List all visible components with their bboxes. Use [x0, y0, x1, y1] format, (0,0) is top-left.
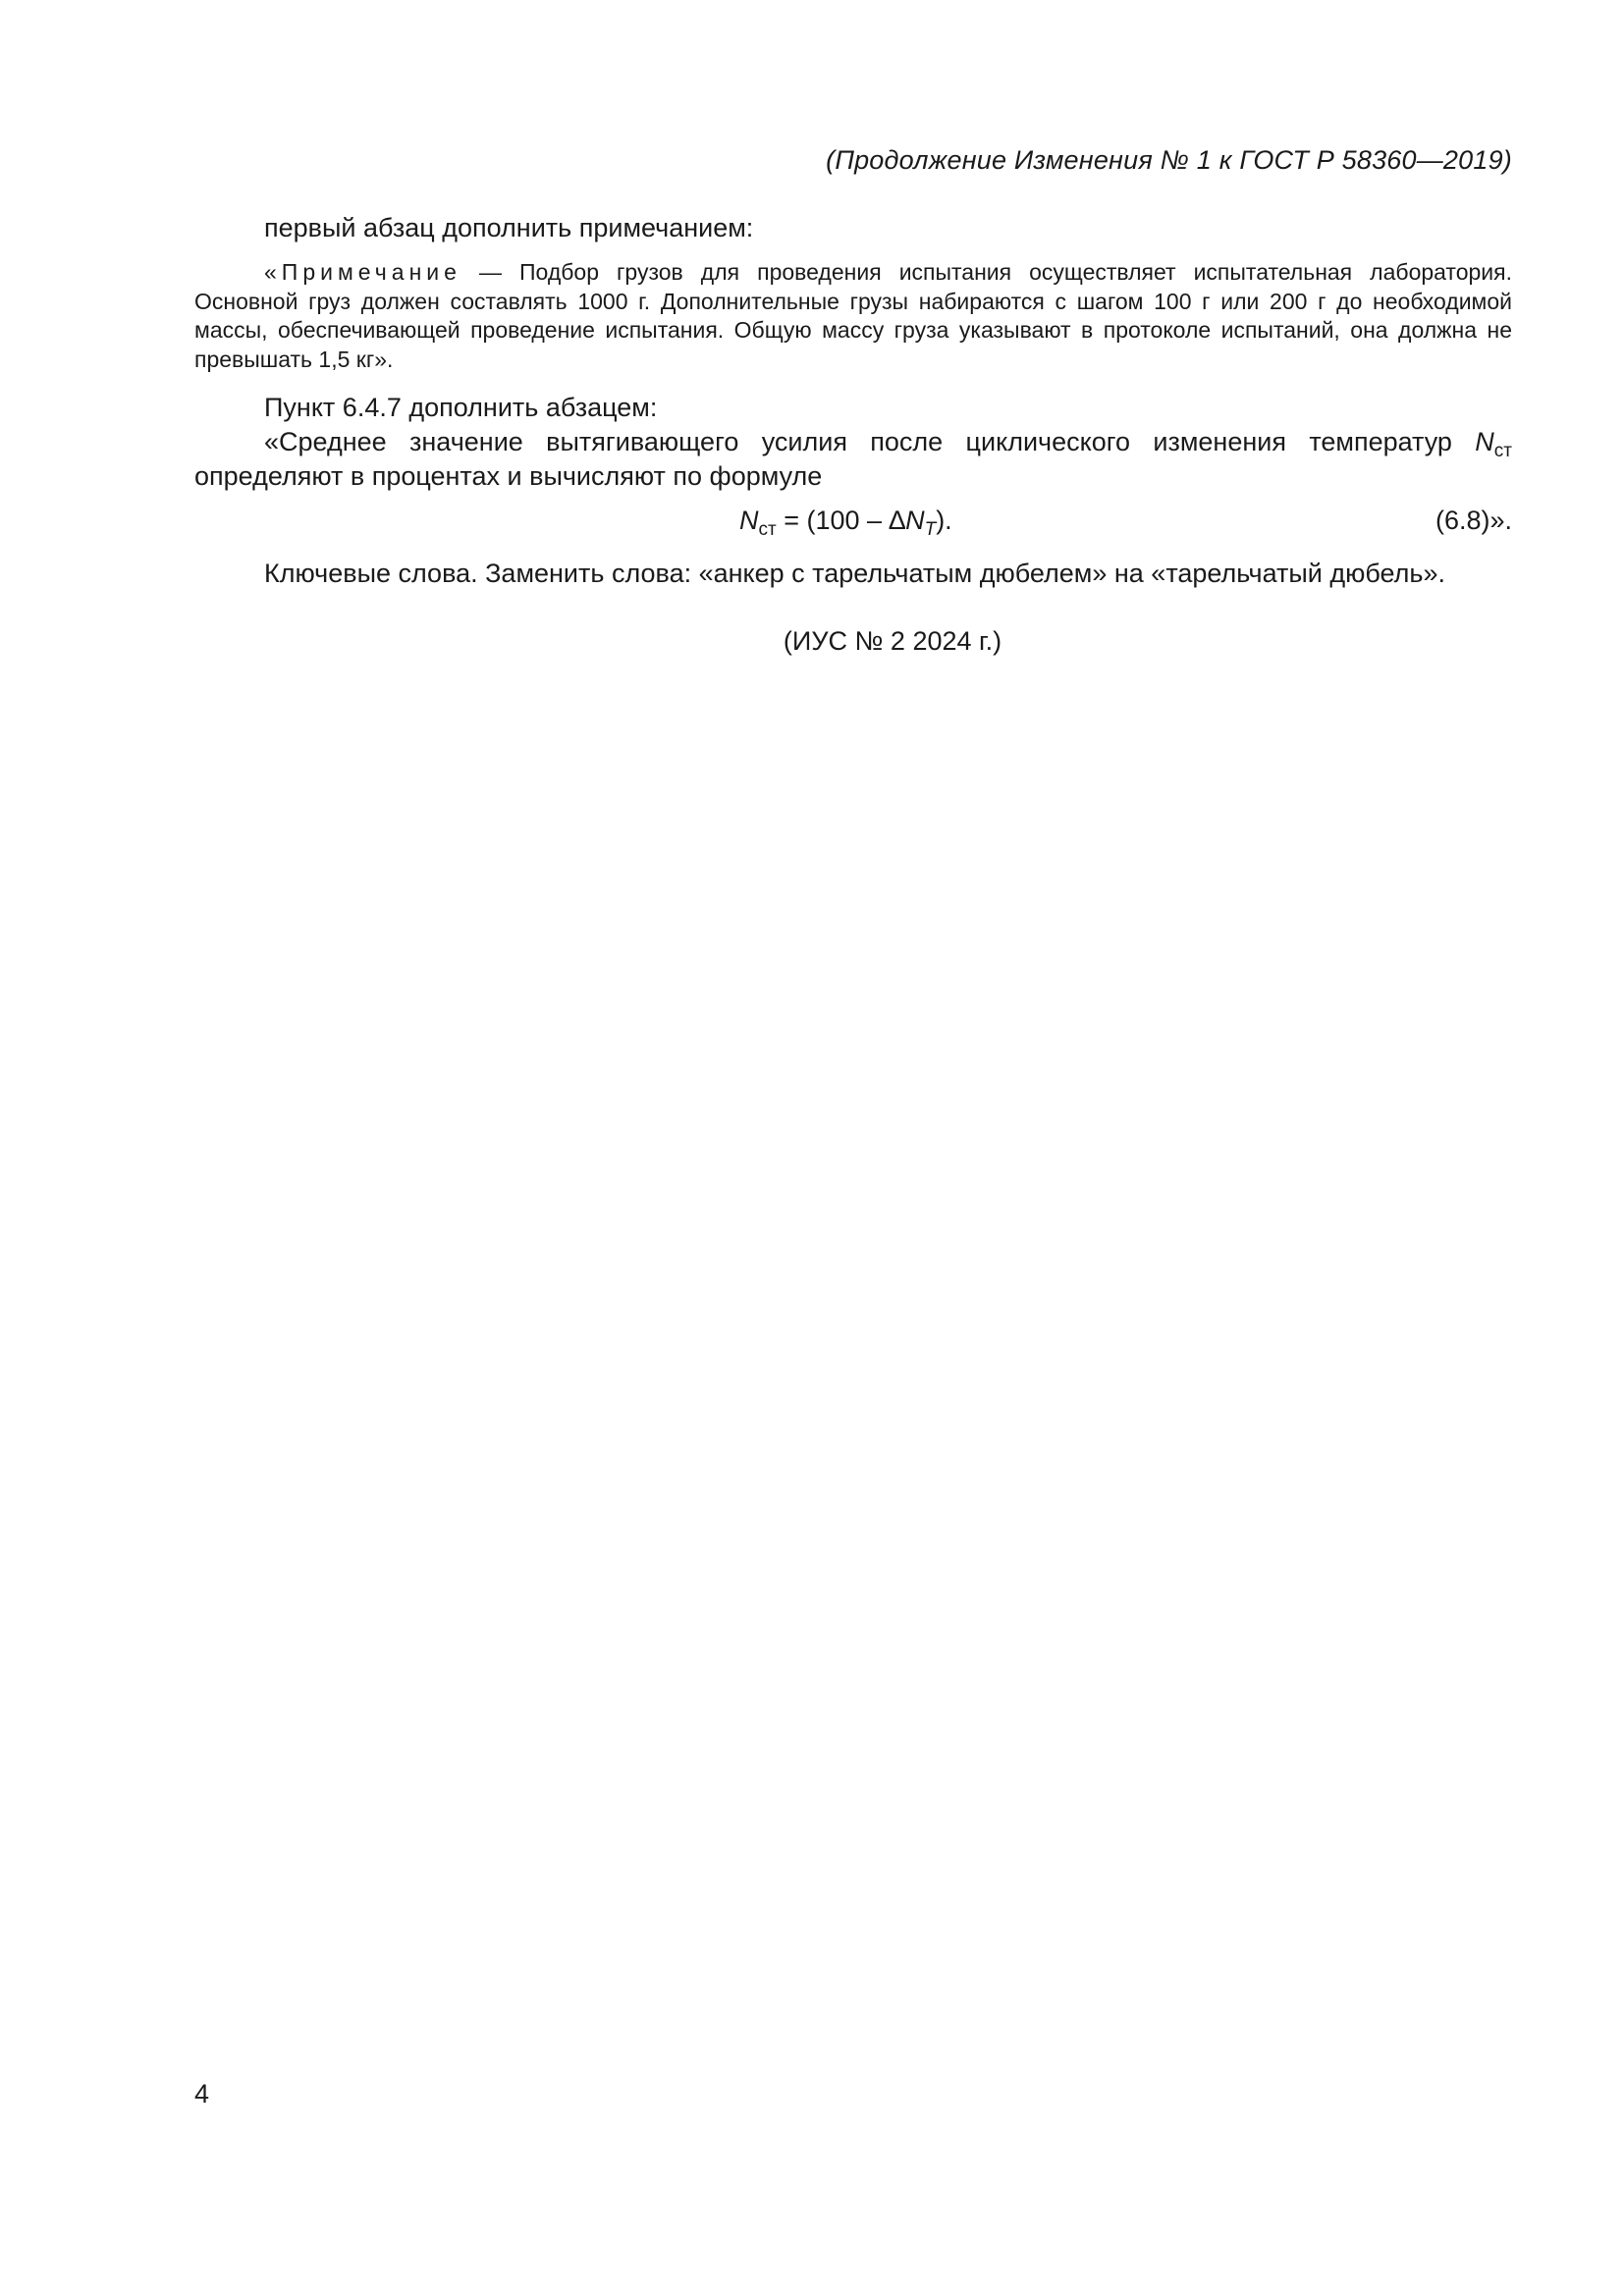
source-reference: (ИУС № 2 2024 г.) [783, 626, 1002, 656]
paragraph-keywords: Ключевые слова. Заменить слова: «анкер с тарельчатым дюбелем» на «тарельчатый дюбель». [264, 559, 1446, 588]
formula [739, 506, 952, 540]
note-paragraph [194, 258, 1512, 374]
note-label: «Примечание [264, 259, 461, 285]
quote-symbol: N [1475, 427, 1494, 456]
formula-rhs-sub: T [924, 519, 937, 540]
quote-text-before: «Среднее значение вытягивающего усилия после циклического изменения температур [264, 427, 1476, 456]
paragraph-first-abzac: первый абзац дополнить примечанием: [264, 213, 754, 242]
paragraph-punkt: Пункт 6.4.7 дополнить абзацем: [264, 393, 658, 422]
document-page [194, 0, 1512, 2296]
formula-row [194, 506, 1512, 545]
formula-lhs-symbol: N [739, 506, 759, 535]
continuation-header: (Продолжение Изменения № 1 к ГОСТ Р 58360—2019) [826, 145, 1512, 175]
formula-rhs-suffix: ). [936, 506, 952, 535]
formula-lhs-sub: ст [758, 519, 777, 540]
formula-rhs-prefix: = (100 – [776, 506, 890, 535]
quote-symbol-sub: ст [1493, 441, 1512, 461]
formula-rhs-symbol: N [905, 506, 925, 535]
page-number: 4 [194, 2079, 210, 2109]
note-text: — Подбор грузов для проведения испытания осуществляет испытательная лаборатория. Основной груз должен составлять 1000 г. Дополнительные грузы набираются с шагом 100 г или 200 г до необходимой массы, обеспечивающей проведение испытания. Общую массу груза указывают в протоколе испытаний, она должна не превышать 1,5 кг». [194, 259, 1512, 372]
quote-paragraph [194, 425, 1512, 494]
quote-text-after: определяют в процентах и вычисляют по формуле [194, 461, 823, 491]
formula-number: (6.8)». [1435, 506, 1512, 535]
formula-delta: ∆ [889, 506, 906, 535]
